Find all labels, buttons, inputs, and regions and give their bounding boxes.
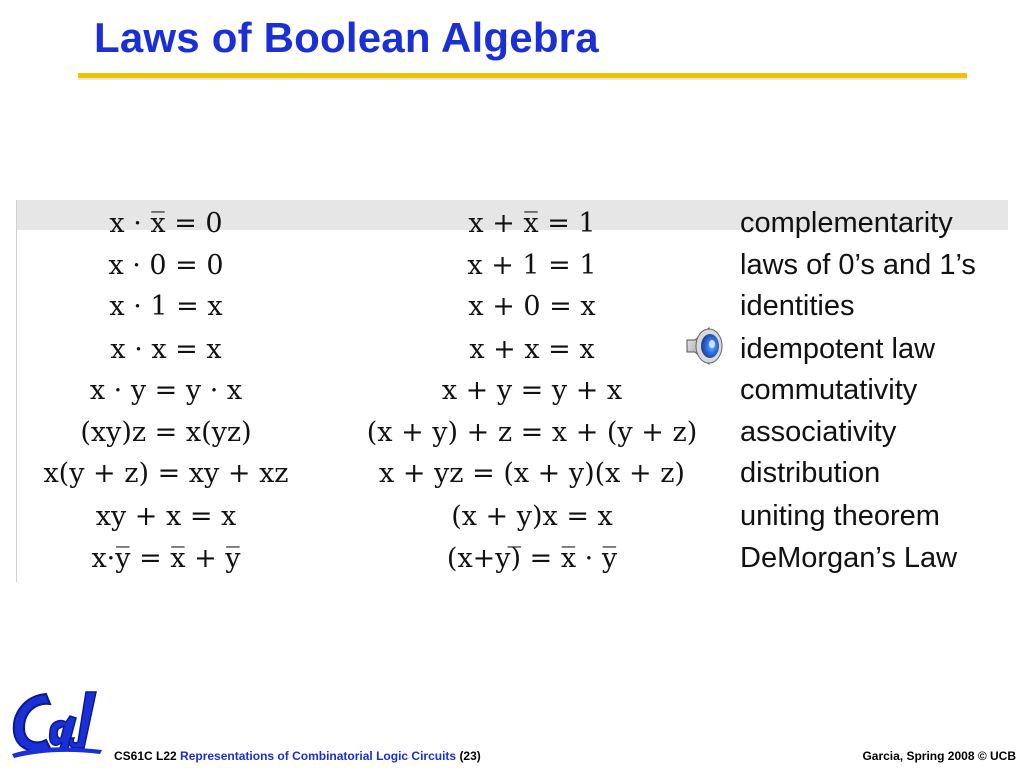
or-equation: (x + y)x = x [451, 501, 613, 532]
or-equation: x + yz = (x + y)(x + z) [379, 458, 685, 489]
and-equation: x(y + z) = xy + xz [43, 458, 289, 489]
or-equation: x + x̅ = 1 [468, 208, 596, 239]
footer-course [114, 749, 481, 763]
or-equation: x + y = y + x [441, 375, 623, 406]
and-equation: x · x = x [110, 334, 222, 365]
law-name: distribution [740, 457, 881, 489]
law-row-zeros-ones [16, 244, 1008, 286]
and-equation: (xy)z = x(yz) [80, 417, 252, 448]
law-row-demorgan [16, 537, 1008, 579]
or-equation: (x + y) + z = x + (y + z) [366, 417, 698, 448]
cal-logo [6, 686, 106, 766]
and-equation: x·y̅ = x̅ + y̅ [91, 543, 241, 574]
law-name: identities [740, 290, 855, 322]
law-name: uniting theorem [740, 500, 940, 532]
or-equation: x + x = x [469, 334, 595, 365]
law-name: DeMorgan’s Law [740, 542, 958, 574]
title-underline [78, 73, 967, 78]
law-name: commutativity [740, 374, 918, 406]
law-row-uniting [16, 495, 1008, 537]
law-row-identities [16, 285, 1008, 327]
and-equation: x · 1 = x [109, 291, 223, 322]
lecture-title: Representations of Combinatorial Logic Circuits [180, 749, 457, 763]
footer-credit: Garcia, Spring 2008 © UCB [862, 749, 1016, 763]
and-equation: x · y = y · x [89, 375, 243, 406]
slide-title: Laws of Boolean Algebra [94, 14, 599, 61]
law-row-complementarity [16, 202, 1008, 244]
and-equation: x · x̅ = 0 [109, 208, 223, 239]
law-row-associativity [16, 411, 1008, 453]
law-name: associativity [740, 416, 897, 448]
law-name: laws of 0’s and 1’s [740, 249, 976, 281]
and-equation: x · 0 = 0 [108, 250, 224, 281]
slide-number: (23) [459, 749, 481, 763]
or-equation: (x+y)̅ = x̅ · y̅ [446, 543, 618, 574]
laws-table [16, 200, 1008, 582]
law-row-distribution [16, 452, 1008, 494]
speaker-icon[interactable] [683, 324, 729, 368]
law-name: idempotent law [740, 333, 936, 365]
course-code: CS61C L22 [114, 749, 177, 763]
law-row-idempotent [16, 328, 1008, 370]
and-equation: xy + x = x [95, 501, 237, 532]
or-equation: x + 0 = x [468, 291, 596, 322]
law-name: complementarity [740, 207, 953, 239]
or-equation: x + 1 = 1 [467, 250, 597, 281]
law-row-commutativity [16, 369, 1008, 411]
